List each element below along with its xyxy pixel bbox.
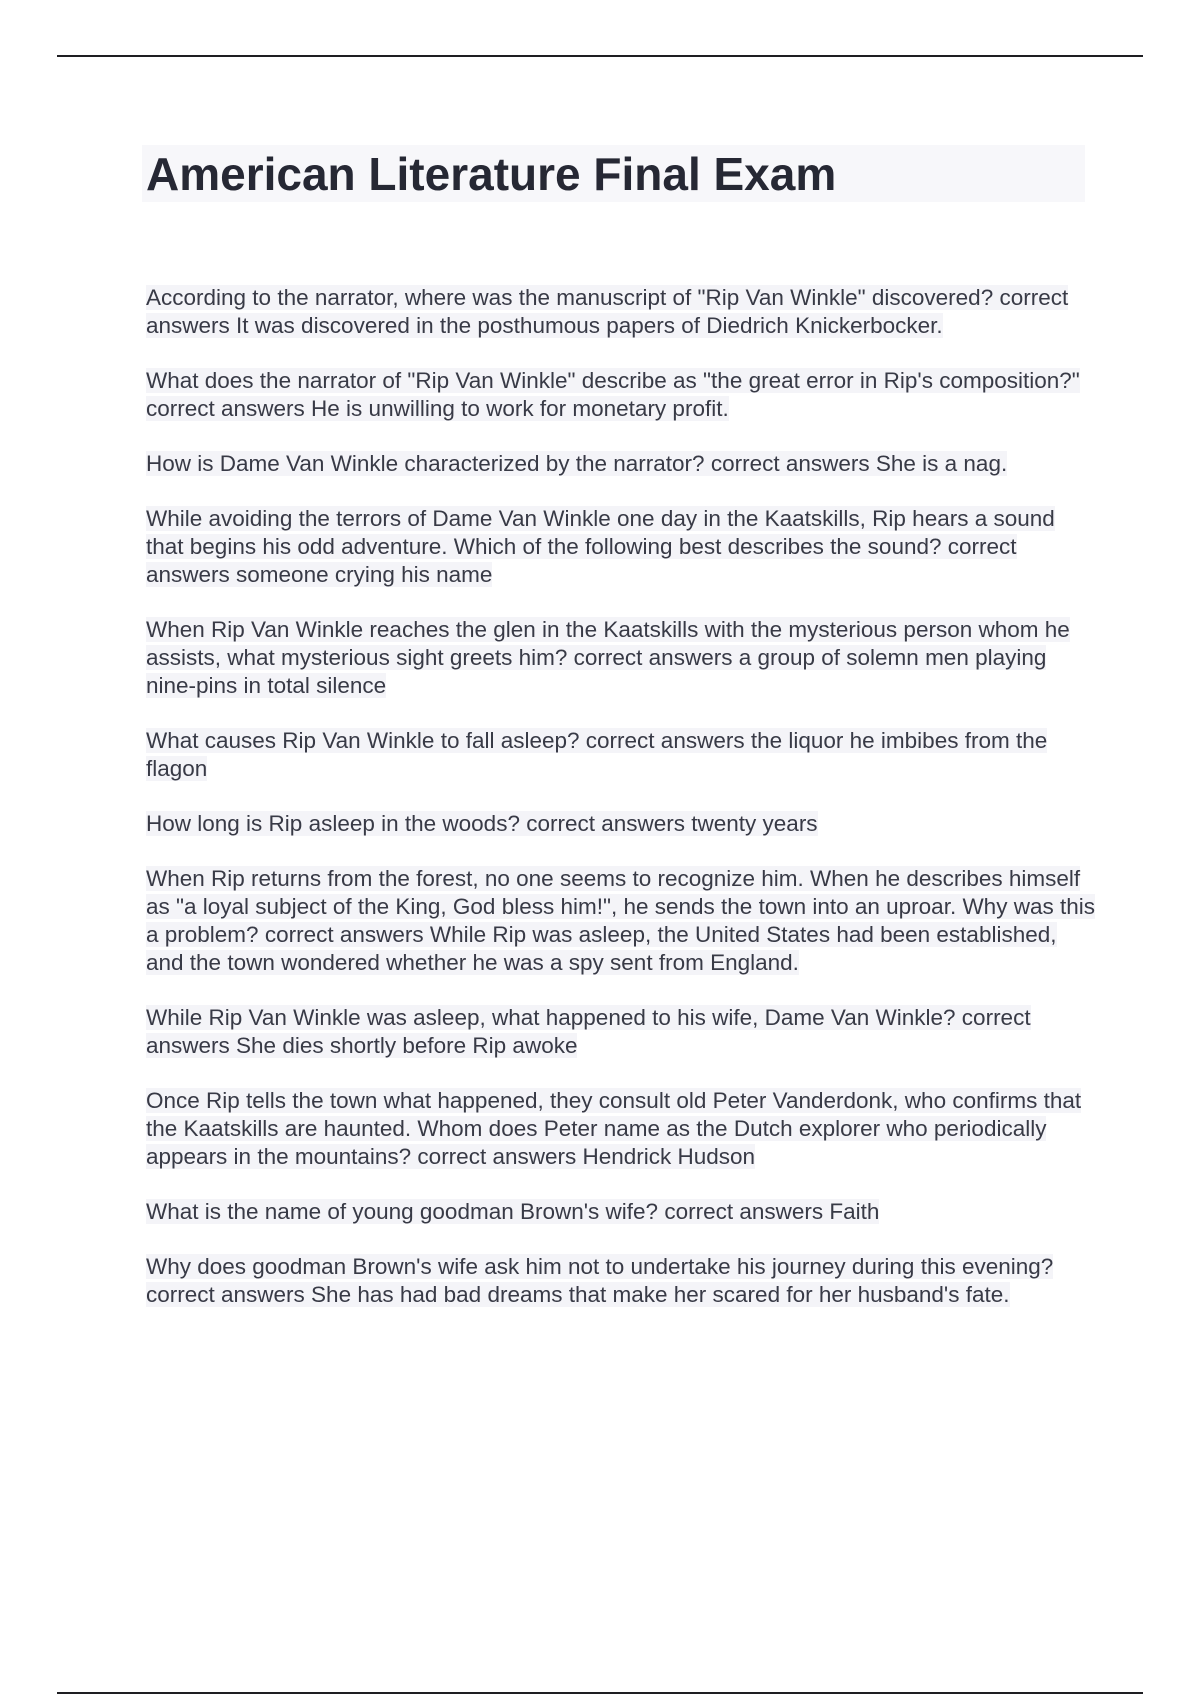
qa-item xyxy=(146,450,1096,478)
qa-item xyxy=(146,616,1096,700)
qa-item xyxy=(146,810,1096,838)
qa-text: How is Dame Van Winkle characterized by the narrator? correct answers She is a nag. xyxy=(146,451,1008,476)
qa-text: What is the name of young goodman Brown's wife? correct answers Faith xyxy=(146,1199,880,1224)
qa-item xyxy=(146,865,1096,977)
top-rule xyxy=(57,55,1143,57)
qa-item xyxy=(146,367,1096,423)
qa-text: What does the narrator of "Rip Van Winkle" describe as "the great error in Rip's composition?" correct answers He is unwilling to work for monetary profit. xyxy=(146,368,1080,421)
qa-item xyxy=(146,284,1096,340)
qa-item xyxy=(146,727,1096,783)
qa-text: Once Rip tells the town what happened, they consult old Peter Vanderdonk, who confirms that the Kaatskills are haunted. Whom does Peter name as the Dutch explorer who periodically appears in the mountains? correct answers Hendrick Hudson xyxy=(146,1088,1082,1169)
qa-text: While Rip Van Winkle was asleep, what happened to his wife, Dame Van Winkle? correct answers She dies shortly before Rip awoke xyxy=(146,1005,1031,1058)
qa-item xyxy=(146,1253,1096,1309)
qa-item xyxy=(146,1198,1096,1226)
qa-text: When Rip returns from the forest, no one seems to recognize him. When he describes himself as "a loyal subject of the King, God bless him!", he sends the town into an uproar. Why was this a problem? correct answers While Rip was asleep, the United States had been established, and the town wondered whether he was a spy sent from England. xyxy=(146,866,1095,975)
qa-item xyxy=(146,505,1096,589)
qa-text: According to the narrator, where was the manuscript of "Rip Van Winkle" discovered? correct answers It was discovered in the posthumous papers of Diedrich Knickerbocker. xyxy=(146,285,1069,338)
qa-text: Why does goodman Brown's wife ask him not to undertake his journey during this evening? correct answers She has had bad dreams that make her scared for her husband's fate. xyxy=(146,1254,1054,1307)
qa-item xyxy=(146,1004,1096,1060)
bottom-rule xyxy=(57,1692,1143,1694)
qa-text: What causes Rip Van Winkle to fall asleep? correct answers the liquor he imbibes from the flagon xyxy=(146,728,1048,781)
qa-item xyxy=(146,1087,1096,1171)
qa-list xyxy=(146,284,1096,1336)
page-title: American Literature Final Exam xyxy=(146,148,837,200)
qa-text: While avoiding the terrors of Dame Van Winkle one day in the Kaatskills, Rip hears a sound that begins his odd adventure. Which of the following best describes the sound? correct answers someone crying his name xyxy=(146,506,1055,587)
qa-text: How long is Rip asleep in the woods? correct answers twenty years xyxy=(146,811,818,836)
qa-text: When Rip Van Winkle reaches the glen in the Kaatskills with the mysterious person whom he assists, what mysterious sight greets him? correct answers a group of solemn men playing nine-pins in total silence xyxy=(146,617,1070,698)
